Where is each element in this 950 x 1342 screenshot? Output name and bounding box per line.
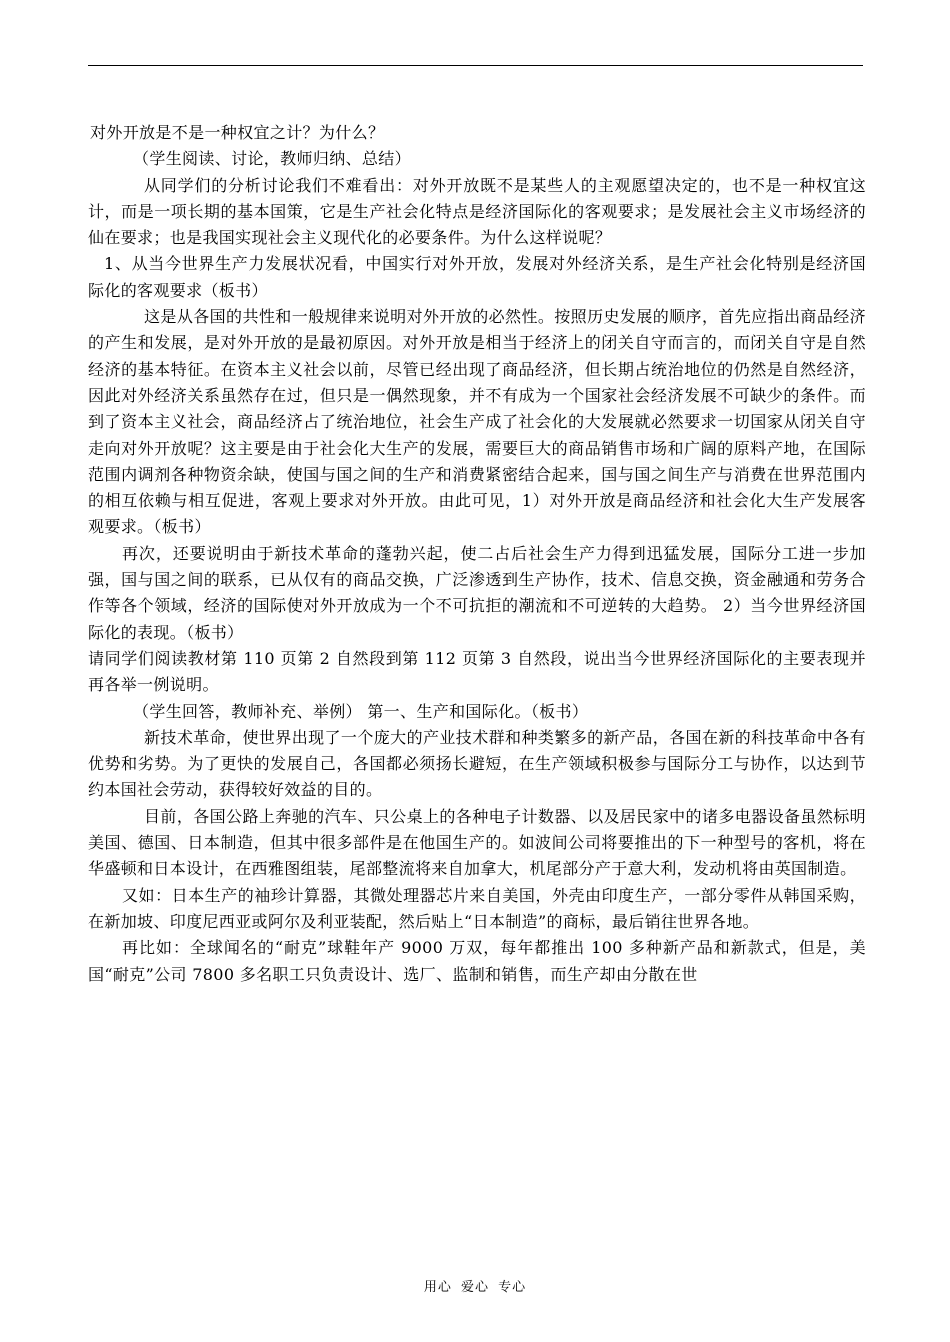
page-footer: 用心 爱心 专心 [423, 1280, 527, 1295]
student-answer-paragraph: （学生回答，教师补充、举例） 第一、生产和国际化。（板书） [133, 701, 589, 721]
new-products-paragraph: 新技术革命，使世界出现了一个庞大的产业技术群和种类繁多的新产品，各国在新的科技革命中各有优势和劣势。为了更快的发展自己，各国都必须扬长避短，在生产领域积极参与国际分工与协作，以达到节约本国社会劳动，获得较好效益的目的。 [88, 727, 866, 800]
calculator-example-paragraph: 又如：日本生产的袖珍计算器，其微处理器芯片来自美国，外壳由印度生产，一部分零件从韩国采购，在新加坡、印度尼西亚或阿尔及利亚装配，然后贴上“日本制造”的商标，最后销往世界各地。 [88, 885, 866, 931]
nike-example-paragraph: 再比如：全球闻名的“耐克”球鞋年产 9000 万双，每年都推出 100 多种新产品和新款式，但是，美国“耐克”公司 7800 多名职工只负责设计、选厂、监制和销售，而生产却由分散在世 [88, 938, 866, 984]
boeing-example-paragraph: 目前，各国公路上奔驰的汽车、只公桌上的各种电子计数器、以及居民家中的诸多电器设备虽然标明美国、德国、日本制造，但其中很多部件是在他国生产的。如波间公司将要推出的下一种型号的客机，将在华盛顿和日本设计，在西雅图组装，尾部整流将来自加拿大，机尾部分产于意大利，发动机将由英国制造。 [88, 806, 866, 879]
question-paragraph: 对外开放是不是一种权宜之计？为什么？ [90, 123, 385, 142]
activity-note-paragraph: （学生阅读、讨论，教师归纳、总结） [133, 149, 411, 169]
analysis-paragraph: 从同学们的分析讨论我们不难看出：对外开放既不是某些人的主观愿望决定的，也不是一种权宜这计，而是一项长期的基本国策，它是生产社会化特点是经济国际化的客观要求；是发展社会主义市场经济的仙在要求；也是我国实现社会主义现代化的必要条件。为什么这样说呢？ [88, 175, 866, 248]
tech-revolution-paragraph: 再次，还要说明由于新技术革命的蓬勃兴起，使二占后社会生产力得到迅猛发展，国际分工进一步加强，国与国之间的联系，已从仅有的商品交换，广泛渗透到生产协作，技术、信息交换，资金融通和劳务合作等各个领域，经济的国际使对外开放成为一个不可抗拒的潮流和不可逆转的大趋势。 2）当今世界经济国际化的表现。（板书） [88, 543, 866, 642]
point-one-heading: 1、从当今世界生产力发展状况看，中国实行对外开放，发展对外经济关系，是生产社会化特别是经济国际化的客观要求（板书） [88, 254, 866, 300]
reading-task-paragraph: 请同学们阅读教材第 110 页第 2 自然段到第 112 页第 3 自然段，说出当今世界经济国际化的主要表现并再各举一例说明。 [88, 648, 866, 695]
document-body [88, 120, 866, 988]
explanation-paragraph: 这是从各国的共性和一般规律来说明对外开放的必然性。按照历史发展的顺序，首先应指出商品经济的产生和发展，是对外开放的是最初原因。对外开放是相当于经济上的闭关自守而言的，而闭关自守是自然经济的基本特征。在资本主义社会以前，尽管已经出现了商品经济，但长期占统治地位的仍然是自然经济，因此对外经济关系虽然存在过，但只是一偶然现象，并不有成为一个国家社会经济发展不可缺少的条件。而到了资本主义社会，商品经济占了统治地位，社会生产成了社会化的大发展就必然要求一切国家从闭关自守走向对外开放呢？这主要是由于社会化大生产的发展，需要巨大的商品销售市场和广阔的原料产地，在国际范围内调剂各种物资余缺，使国与国之间的生产和消费紧密结合起来，国与国之间生产与消费在世界范围内的相互依赖与相互促进，客观上要求对外开放。由此可见，1）对外开放是商品经济和社会化大生产发展客观要求。（板书） [88, 307, 866, 537]
header-rule [88, 65, 863, 66]
